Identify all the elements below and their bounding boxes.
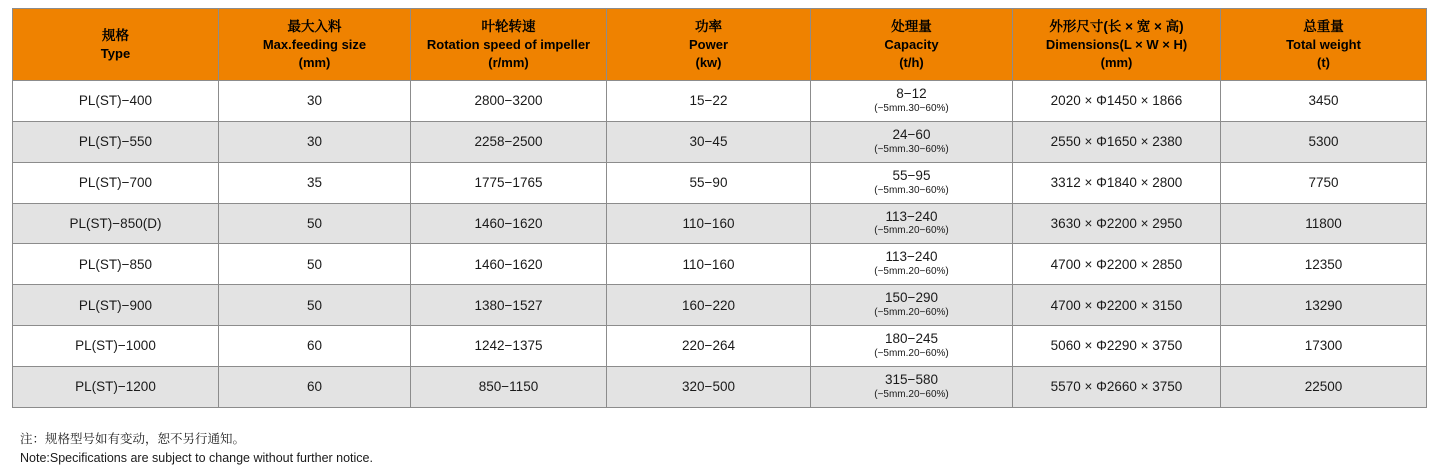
cell-rotation-speed: 1460−1620 [411, 244, 607, 285]
column-header-total-weight-unit: (t) [1317, 54, 1330, 70]
column-header-capacity-unit: (t/h) [899, 54, 924, 70]
cell-capacity [811, 366, 1013, 407]
cell-capacity-note: (−5mm.30−60%) [874, 184, 949, 196]
cell-type: PL(ST)−700 [13, 162, 219, 203]
cell-capacity-main: 180−245 [885, 331, 938, 347]
cell-power: 320−500 [607, 366, 811, 407]
column-header-feeding-size [219, 9, 411, 81]
cell-feeding-size: 50 [219, 203, 411, 244]
cell-total-weight: 11800 [1221, 203, 1427, 244]
footnotes [20, 430, 1426, 469]
cell-rotation-speed: 1460−1620 [411, 203, 607, 244]
column-header-rotation-speed [411, 9, 607, 81]
cell-total-weight: 3450 [1221, 81, 1427, 122]
cell-feeding-size: 30 [219, 81, 411, 122]
cell-type: PL(ST)−1200 [13, 366, 219, 407]
column-header-dimensions-unit: (mm) [1100, 54, 1133, 70]
cell-power: 55−90 [607, 162, 811, 203]
column-header-type-cn: 规格 [102, 27, 129, 43]
cell-total-weight: 22500 [1221, 366, 1427, 407]
cell-dimensions: 4700 × Φ2200 × 2850 [1013, 244, 1221, 285]
cell-rotation-speed: 1380−1527 [411, 285, 607, 326]
cell-capacity-main: 113−240 [885, 249, 938, 265]
cell-dimensions: 3312 × Φ1840 × 2800 [1013, 162, 1221, 203]
cell-total-weight: 12350 [1221, 244, 1427, 285]
cell-capacity [811, 203, 1013, 244]
column-header-rotation-speed-unit: (r/mm) [488, 54, 529, 70]
cell-total-weight: 17300 [1221, 326, 1427, 367]
cell-rotation-speed: 1242−1375 [411, 326, 607, 367]
cell-capacity-note: (−5mm.20−60%) [874, 225, 949, 237]
cell-capacity-note: (−5mm.20−60%) [874, 266, 949, 278]
table-row [13, 244, 1427, 285]
table-header [13, 9, 1427, 81]
footnote-en: Note:Specifications are subject to change without further notice. [20, 451, 373, 466]
footnote-cn: 注：规格型号如有变动，恕不另行通知。 [20, 431, 246, 446]
column-header-capacity-cn: 处理量 [891, 18, 932, 34]
cell-capacity-main: 315−580 [885, 371, 938, 387]
cell-capacity-main: 150−290 [885, 290, 938, 306]
column-header-total-weight-cn: 总重量 [1303, 18, 1344, 34]
cell-type: PL(ST)−900 [13, 285, 219, 326]
cell-capacity-main: 113−240 [885, 208, 938, 224]
cell-capacity-note: (−5mm.30−60%) [874, 143, 949, 155]
column-header-total-weight [1221, 9, 1427, 81]
cell-rotation-speed: 850−1150 [411, 366, 607, 407]
column-header-type-en: Type [100, 45, 131, 61]
column-header-rotation-speed-cn: 叶轮转速 [481, 18, 536, 34]
cell-capacity [811, 162, 1013, 203]
cell-power: 110−160 [607, 203, 811, 244]
cell-total-weight: 7750 [1221, 162, 1427, 203]
cell-feeding-size: 35 [219, 162, 411, 203]
table-row [13, 121, 1427, 162]
cell-power: 30−45 [607, 121, 811, 162]
cell-type: PL(ST)−400 [13, 81, 219, 122]
column-header-total-weight-en: Total weight [1286, 37, 1361, 53]
column-header-power-en: Power [688, 37, 728, 53]
column-header-dimensions [1013, 9, 1221, 81]
column-header-dimensions-en: Dimensions(L × W × H) [1045, 37, 1188, 53]
table-row [13, 203, 1427, 244]
cell-feeding-size: 60 [219, 366, 411, 407]
cell-feeding-size: 60 [219, 326, 411, 367]
column-header-power-cn: 功率 [695, 18, 722, 34]
column-header-capacity-en: Capacity [884, 37, 939, 53]
table-body [13, 81, 1427, 408]
table-row [13, 162, 1427, 203]
cell-feeding-size: 50 [219, 285, 411, 326]
cell-power: 15−22 [607, 81, 811, 122]
table-row [13, 366, 1427, 407]
table-row [13, 285, 1427, 326]
cell-capacity-note: (−5mm.20−60%) [874, 388, 949, 400]
cell-capacity-note: (−5mm.20−60%) [874, 347, 949, 359]
cell-feeding-size: 30 [219, 121, 411, 162]
table-row [13, 81, 1427, 122]
cell-capacity-note: (−5mm.20−60%) [874, 307, 949, 319]
cell-capacity [811, 121, 1013, 162]
cell-capacity-note: (−5mm.30−60%) [874, 102, 949, 114]
table-header-row [13, 9, 1427, 81]
cell-rotation-speed: 2258−2500 [411, 121, 607, 162]
column-header-feeding-size-cn: 最大入料 [287, 18, 342, 34]
cell-power: 110−160 [607, 244, 811, 285]
cell-dimensions: 5570 × Φ2660 × 3750 [1013, 366, 1221, 407]
column-header-feeding-size-en: Max.feeding size [262, 37, 367, 53]
column-header-power-unit: (kw) [695, 54, 722, 70]
cell-rotation-speed: 2800−3200 [411, 81, 607, 122]
cell-dimensions: 3630 × Φ2200 × 2950 [1013, 203, 1221, 244]
cell-total-weight: 13290 [1221, 285, 1427, 326]
column-header-dimensions-cn: 外形尺寸(长 × 宽 × 高) [1049, 18, 1184, 34]
cell-capacity [811, 326, 1013, 367]
cell-type: PL(ST)−850(D) [13, 203, 219, 244]
cell-capacity [811, 285, 1013, 326]
column-header-rotation-speed-en: Rotation speed of impeller [426, 37, 591, 53]
cell-capacity-main: 55−95 [892, 167, 931, 183]
cell-type: PL(ST)−1000 [13, 326, 219, 367]
cell-capacity-main: 8−12 [896, 86, 927, 101]
cell-dimensions: 4700 × Φ2200 × 3150 [1013, 285, 1221, 326]
cell-type: PL(ST)−550 [13, 121, 219, 162]
column-header-type [13, 9, 219, 81]
cell-capacity [811, 244, 1013, 285]
cell-capacity-main: 24−60 [892, 126, 931, 142]
cell-dimensions: 5060 × Φ2290 × 3750 [1013, 326, 1221, 367]
cell-feeding-size: 50 [219, 244, 411, 285]
column-header-feeding-size-unit: (mm) [298, 54, 331, 70]
table-row [13, 326, 1427, 367]
cell-capacity [811, 81, 1013, 122]
column-header-power [607, 9, 811, 81]
cell-dimensions: 2550 × Φ1650 × 2380 [1013, 121, 1221, 162]
cell-dimensions: 2020 × Φ1450 × 1866 [1013, 81, 1221, 122]
cell-total-weight: 5300 [1221, 121, 1427, 162]
cell-type: PL(ST)−850 [13, 244, 219, 285]
cell-rotation-speed: 1775−1765 [411, 162, 607, 203]
specification-table [12, 8, 1427, 408]
cell-power: 160−220 [607, 285, 811, 326]
cell-power: 220−264 [607, 326, 811, 367]
column-header-capacity [811, 9, 1013, 81]
